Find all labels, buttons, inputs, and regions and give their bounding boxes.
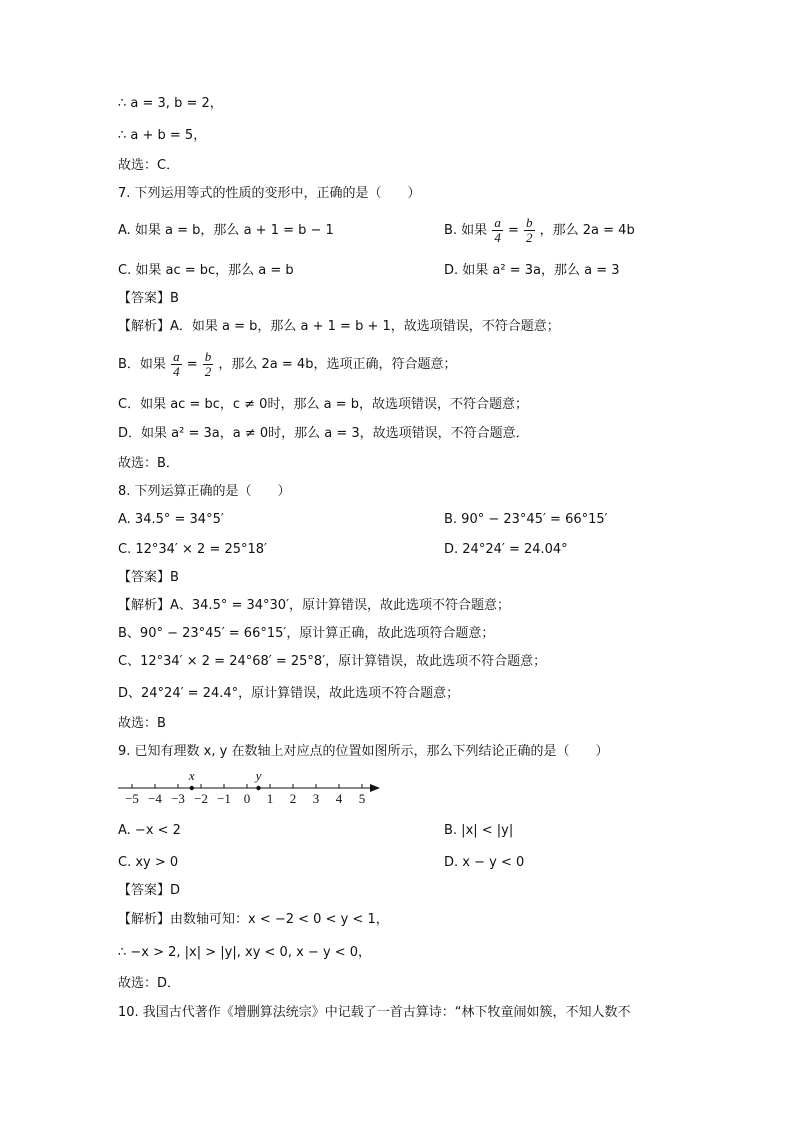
answer-8: 【答案】B	[118, 570, 179, 585]
explanation-9-a: 【解析】由数轴可知：x < −2 < 0 < y < 1，	[118, 912, 389, 927]
selection-6: 故选：C．	[118, 158, 180, 173]
selection-9: 故选：D．	[118, 976, 181, 991]
line-a-b-values: ∴ a = 3, b = 2，	[118, 96, 223, 111]
fraction-b-over-2: $\frac{b}{2}$	[204, 349, 212, 379]
explanation-8-c: C、12°34′ × 2 = 24°68′ = 25°8′，原计算错误，故此选项不符合题意；	[118, 654, 547, 669]
q7-option-d: D. 如果 a² = 3a，那么 a = 3	[444, 263, 620, 278]
number-line-tick-label: 5	[358, 791, 366, 806]
q7b-prefix: B. 如果	[444, 223, 488, 238]
answer-9: 【答案】D	[118, 883, 181, 898]
explanation-7-c: C．如果 ac = bc，c ≠ 0时，那么 a = b，故选项错误，不符合题意；	[118, 397, 528, 412]
q8-option-d: D. 24°24′ = 24.04°	[444, 542, 568, 557]
q8-option-b: B. 90° − 23°45′ = 66°15′	[444, 512, 608, 527]
line-a-plus-b: ∴ a + b = 5，	[118, 128, 207, 143]
number-line-tick-label: −3	[171, 791, 185, 806]
explanation-9-b: ∴ −x > 2, |x| > |y|, xy < 0, x − y < 0，	[118, 945, 372, 960]
q7-option-b	[444, 212, 635, 250]
exp7b-suffix: ，那么 2a = 4b，选项正确，符合题意；	[218, 357, 457, 372]
question-10: 10. 我国古代著作《增删算法统宗》中记载了一首古算诗：“林下牧童闹如簇，不知人数不	[118, 1005, 631, 1020]
fraction-a-over-4: $\frac{a}{4}$	[173, 349, 180, 379]
explanation-7-a: 【解析】A．如果 a = b，那么 a + 1 = b + 1，故选项错误，不符合题意；	[118, 319, 560, 334]
point-x-dot	[190, 786, 194, 790]
fraction-a-over-4: $\frac{a}{4}$	[494, 215, 501, 245]
number-line-tick-label: −2	[194, 791, 208, 806]
selection-7: 故选：B．	[118, 456, 179, 471]
number-line-tick-label: −5	[125, 791, 139, 806]
explanation-8-a: 【解析】A、34.5° = 34°30′，原计算错误，故此选项不符合题意；	[118, 598, 511, 613]
number-line-points	[188, 768, 262, 790]
q9-option-b: B. |x| < |y|	[444, 823, 514, 838]
point-x-label: x	[188, 768, 195, 783]
q9-option-c: C. xy > 0	[118, 855, 179, 870]
exp7b-prefix: B．如果	[118, 357, 166, 372]
q8-option-a: A. 34.5° = 34°5′	[118, 512, 224, 527]
q7-option-c: C. 如果 ac = bc，那么 a = b	[118, 263, 294, 278]
q7b-suffix: ，那么 2a = 4b	[539, 223, 635, 238]
number-line-tick-label: −4	[148, 791, 162, 806]
number-line-tick-label: 2	[289, 791, 297, 806]
number-line-arrow-icon	[370, 784, 380, 792]
question-8: 8. 下列运算正确的是（ ）	[118, 484, 291, 499]
number-line-tick-label: 1	[266, 791, 274, 806]
q7-option-a: A. 如果 a = b，那么 a + 1 = b − 1	[118, 223, 334, 238]
question-7: 7. 下列运用等式的性质的变形中，正确的是（ ）	[118, 186, 421, 201]
number-line-figure	[118, 764, 388, 808]
question-9: 9. 已知有理数 x, y 在数轴上对应点的位置如图所示，那么下列结论正确的是（ ）	[118, 744, 609, 759]
selection-8: 故选：B	[118, 716, 166, 731]
q8-option-c: C. 12°34′ × 2 = 25°18′	[118, 542, 267, 557]
explanation-7-d: D．如果 a² = 3a，a ≠ 0时，那么 a = 3，故选项错误，不符合题意．	[118, 426, 529, 441]
explanation-8-b: B、90° − 23°45′ = 66°15′，原计算正确，故此选项符合题意；	[118, 626, 495, 641]
number-line-tick-label: 3	[312, 791, 320, 806]
explanation-8-d: D、24°24′ = 24.4°，原计算错误，故此选项不符合题意；	[118, 686, 460, 701]
q9-option-d: D. x − y < 0	[444, 855, 525, 870]
answer-7: 【答案】B	[118, 291, 179, 306]
equals-sign: =	[186, 357, 198, 372]
number-line-tick-label: 0	[243, 791, 251, 806]
number-line-tick-label: 4	[335, 791, 343, 806]
point-y-dot	[256, 786, 260, 790]
number-line-tick-label: −1	[217, 791, 231, 806]
number-line-ticks	[125, 784, 365, 806]
q9-option-a: A. −x < 2	[118, 823, 181, 838]
fraction-b-over-2: $\frac{b}{2}$	[526, 215, 533, 245]
equals-sign: =	[507, 223, 519, 238]
explanation-7-b	[118, 346, 456, 384]
point-y-label: y	[255, 768, 262, 783]
